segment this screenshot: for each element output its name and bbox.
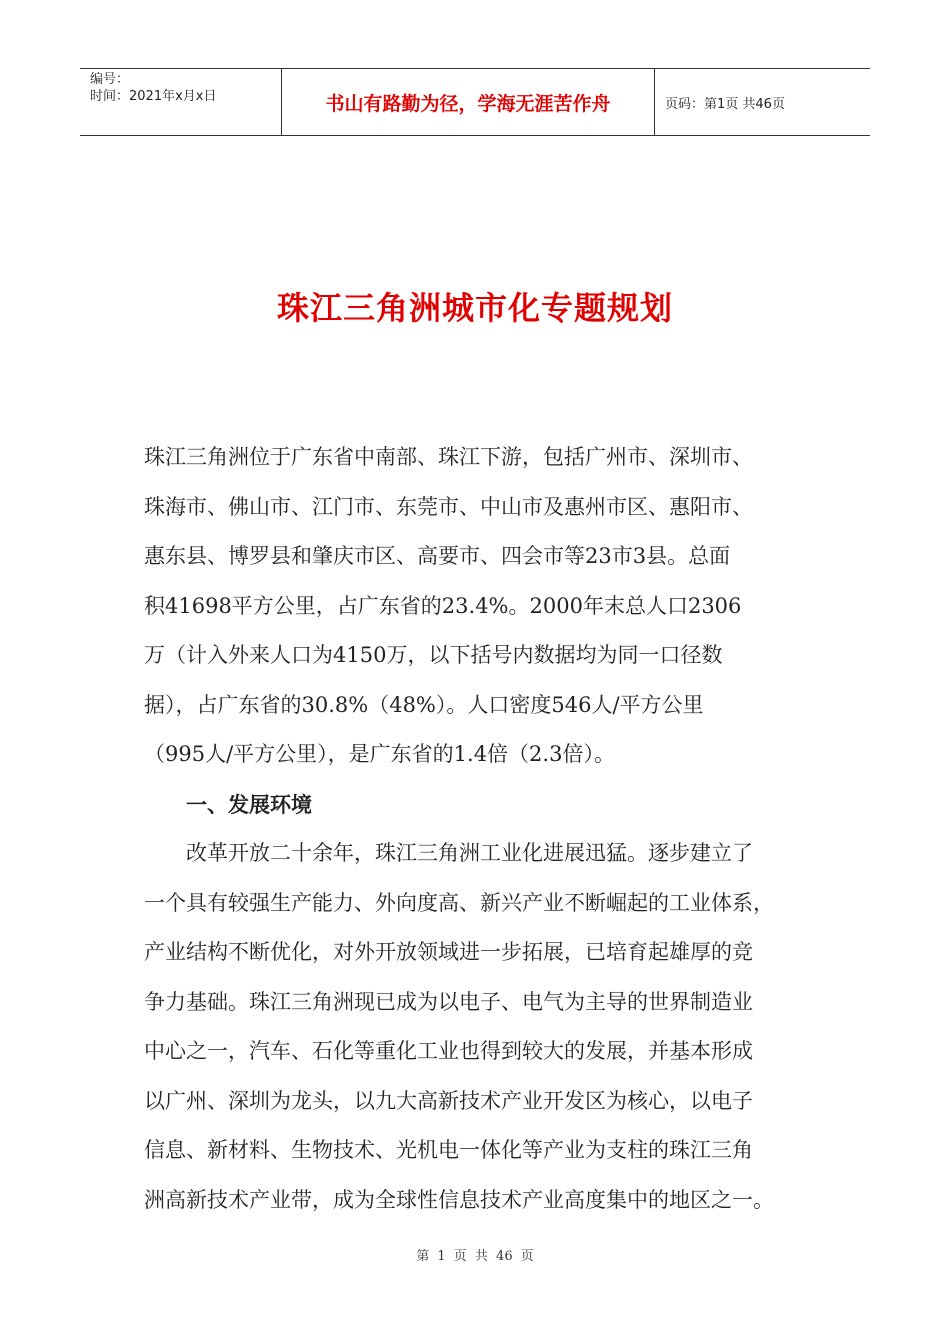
text-line: 争力基础。珠江三角洲现已成为以电子、电气为主导的世界制造业 bbox=[144, 989, 753, 1014]
document-title: 珠江三角洲城市化专题规划 bbox=[276, 289, 673, 327]
text-line: 以广州、深圳为龙头，以九大高新技术产业开发区为核心，以电子 bbox=[144, 1088, 753, 1113]
text-line: 产业结构不断优化，对外开放领域进一步拓展，已培育起雄厚的竞 bbox=[144, 940, 753, 964]
header-info-cell bbox=[80, 69, 282, 135]
text-line: 积41698平方公里，占广东省的23.4%。2000年末总人口2306 bbox=[144, 593, 742, 618]
text-line: 惠东县、博罗县和肇庆市区、高要市、四会市等23市3县。总面 bbox=[144, 544, 731, 568]
text-line: 一个具有较强生产能力、外向度高、新兴产业不断崛起的工业体系， bbox=[144, 890, 774, 915]
document-body bbox=[144, 433, 824, 1225]
text-line: 改革开放二十余年，珠江三角洲工业化进展迅猛。逐步建立了 bbox=[186, 841, 753, 865]
text-line: 珠海市、佛山市、江门市、东莞市、中山市及惠州市区、惠阳市、 bbox=[144, 494, 753, 519]
header-motto: 书山有路勤为径，学海无涯苦作舟 bbox=[282, 69, 655, 135]
section-heading bbox=[144, 780, 824, 830]
number-label: 编号： bbox=[90, 72, 130, 87]
text-line: （995人/平方公里），是广东省的1.4倍（2.3倍）。 bbox=[144, 742, 615, 766]
text-line: 珠江三角洲位于广东省中南部、珠江下游，包括广州市、深圳市、 bbox=[144, 445, 753, 469]
development-paragraph bbox=[144, 829, 824, 1225]
page-footer: 第 1 页 共 46 页 bbox=[416, 1249, 534, 1264]
text-line: 信息、新材料、生物技术、光机电一体化等产业为支柱的珠江三角 bbox=[144, 1138, 753, 1162]
section-heading-text: 一、发展环境 bbox=[186, 791, 312, 817]
text-line: 中心之一，汽车、石化等重化工业也得到较大的发展，并基本形成 bbox=[144, 1039, 753, 1063]
header-page-info: 页码：第1页 共46页 bbox=[665, 96, 785, 112]
date-label: 时间：2021年x月x日 bbox=[90, 89, 217, 104]
text-line: 据），占广东省的30.8%（48%）。人口密度546人/平方公里 bbox=[144, 692, 704, 717]
text-line: 万（计入外来人口为4150万，以下括号内数据均为同一口径数 bbox=[144, 643, 723, 667]
intro-paragraph bbox=[144, 433, 824, 780]
text-line: 洲高新技术产业带，成为全球性信息技术产业高度集中的地区之一。 bbox=[144, 1187, 774, 1212]
document-header bbox=[80, 68, 870, 136]
